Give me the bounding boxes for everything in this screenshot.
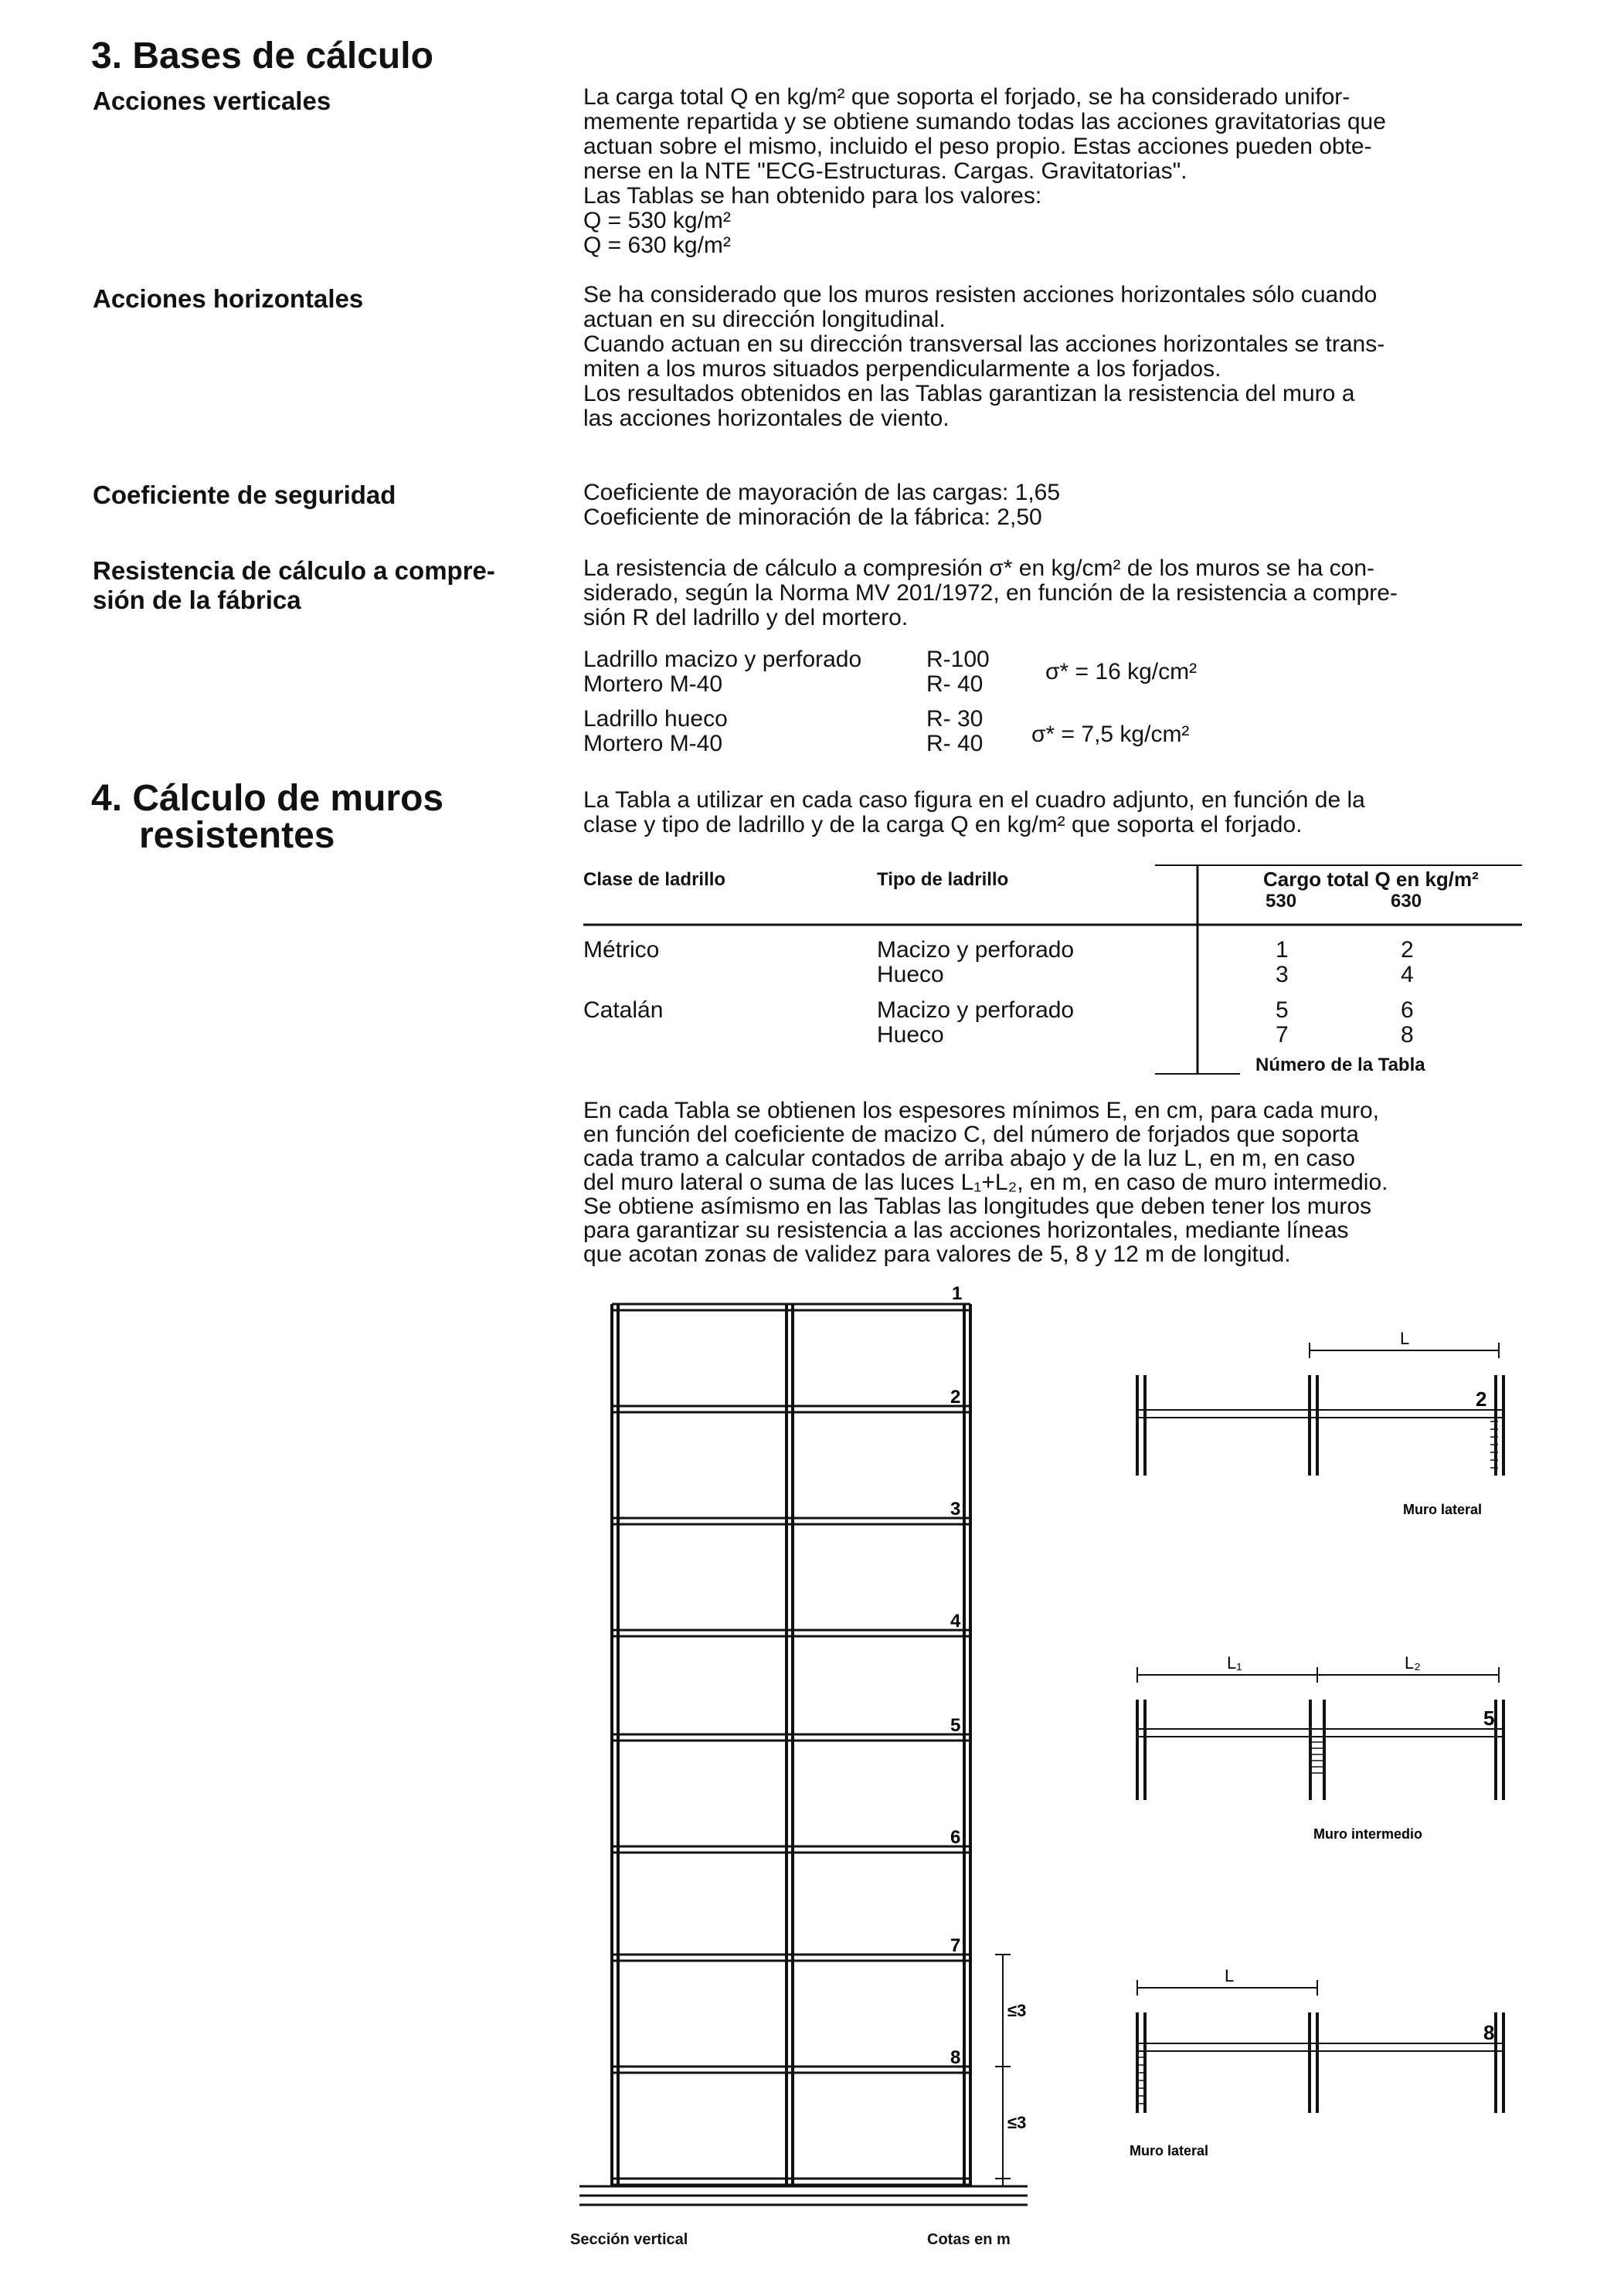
floor-number: 7 [950,1935,961,1956]
label-resistencia: Resistencia de cálculo a compre- sión de la fábrica [93,556,495,614]
table-row: Hueco 7 8 [877,1022,1414,1048]
ladrillo-table [583,861,1522,1082]
table-header-530: 530 [1266,891,1297,912]
floor-number: 1 [952,1283,963,1304]
label-acciones-horizontales: Acciones horizontales [93,284,364,313]
acciones-verticales-text: La carga total Q en kg/m² que soporta el forjado, se ha considerado unifor- memente repartida y se obtiene sumando todas las acciones gravitatorias que actuan sobre el mismo, incluido el peso propio. Estas acciones pueden obte- nerse en la NTE "ECG-Estructuras. Cargas. Gravitatorias". Las Tablas se han obtenido para los valores: Q = 530 kg/m² Q = 630 kg/m² [583,84,1386,258]
acciones-horizontales-text: Se ha considerado que los muros resisten acciones horizontales sólo cuando actuan en su dirección longitudinal. Cuando actuan en su dirección transversal las acciones horizontales se trans- miten a los muros situados perpendicularmente a los forjados. Los resultados obtenidos en las Tablas garantizan la resistencia del muro a las acciones horizontales de viento. [583,282,1385,431]
diagram-number: 2 [1476,1387,1487,1411]
seccion-vertical-drawing [564,1283,1074,2271]
span-label-l1: L₁ [1227,1653,1242,1673]
label-acciones-verticales: Acciones verticales [93,87,331,115]
span-label: L [1400,1329,1410,1348]
floor-number: 8 [950,2047,961,2068]
muro-lateral-diagram-1 [1113,1321,1545,1517]
floor-number: 6 [950,1827,961,1848]
floor-number: 2 [950,1387,961,1408]
seccion-vertical-label: Sección vertical [570,2231,688,2248]
floor-number: 5 [950,1715,961,1736]
muro-intermedio-diagram [1113,1646,1545,1846]
coeficiente-seguridad-text: Coeficiente de mayoración de las cargas: 1,65 Coeficiente de minoración de la fábrica: 2,50 [583,480,1061,530]
table-row: Hueco 3 4 [877,962,1414,987]
span-label: L [1225,1966,1235,1985]
section-4-paragraph: En cada Tabla se obtienen los espesores mínimos E, en cm, para cada muro, en función del coeficiente de macizo C, del número de forjados que soporta cada tramo a calcular contados de arriba abajo y de la luz L, en m, en caso del muro lateral o suma de las luces L₁+L₂, en m, en caso de muro intermedio. Se obtiene asímismo en las Tablas las longitudes que deben tener los muros para garantizar su resistencia a las acciones horizontales, mediante líneas que acotan zonas de validez para valores de 5, 8 y 12 m de longitud. [583,1098,1388,1267]
diagram-number: 8 [1483,2021,1495,2044]
muro-lateral-diagram-2 [1113,1958,1545,2159]
table-header-tipo: Tipo de ladrillo [877,869,1009,890]
diagram-caption: Muro lateral [1130,2143,1209,2158]
section-4-title: 4. Cálculo de muros resistentes [91,778,444,856]
table-header-carga: Cargo total Q en kg/m² [1263,868,1479,891]
span-label-l2: L₂ [1405,1653,1421,1673]
diagram-caption: Muro lateral [1403,1502,1483,1517]
table-row: Catalán Macizo y perforado 5 6 [583,997,1414,1023]
dim-label-upper: ≤3 [1007,2001,1027,2020]
table-header-630: 630 [1391,891,1422,912]
label-coeficiente-seguridad: Coeficiente de seguridad [93,481,396,509]
dim-label-lower: ≤3 [1007,2113,1027,2132]
section-4-intro: La Tabla a utilizar en cada caso figura en el cuadro adjunto, en función de la clase y tipo de ladrillo y de la carga Q en kg/m² que soporta el forjado. [583,787,1365,837]
cotas-label: Cotas en m [927,2231,1011,2248]
floor-number: 3 [950,1499,961,1520]
table-header-clase: Clase de ladrillo [583,869,726,890]
floor-number: 4 [950,1611,961,1632]
section-3-title: 3. Bases de cálculo [91,36,433,76]
resistencia-text: La resistencia de cálculo a compresión σ* en kg/cm² de los muros se ha con- siderado, según la Norma MV 201/1972, en función de la resistencia a compre- sión R del ladrillo y del mortero. [583,555,1398,630]
resistencia-case-2: Ladrillo hueco R- 30 Mortero M-40 R- 40 σ* = 7,5 kg/cm² [583,706,1190,756]
diagram-caption: Muro intermedio [1313,1826,1423,1842]
resistencia-case-1: Ladrillo macizo y perforado R-100 Mortero M-40 R- 40 σ* = 16 kg/cm² [583,647,1198,697]
table-row: Métrico Macizo y perforado 1 2 [583,937,1414,963]
table-footer-numero: Número de la Tabla [1255,1055,1425,1075]
diagram-number: 5 [1483,1707,1495,1730]
